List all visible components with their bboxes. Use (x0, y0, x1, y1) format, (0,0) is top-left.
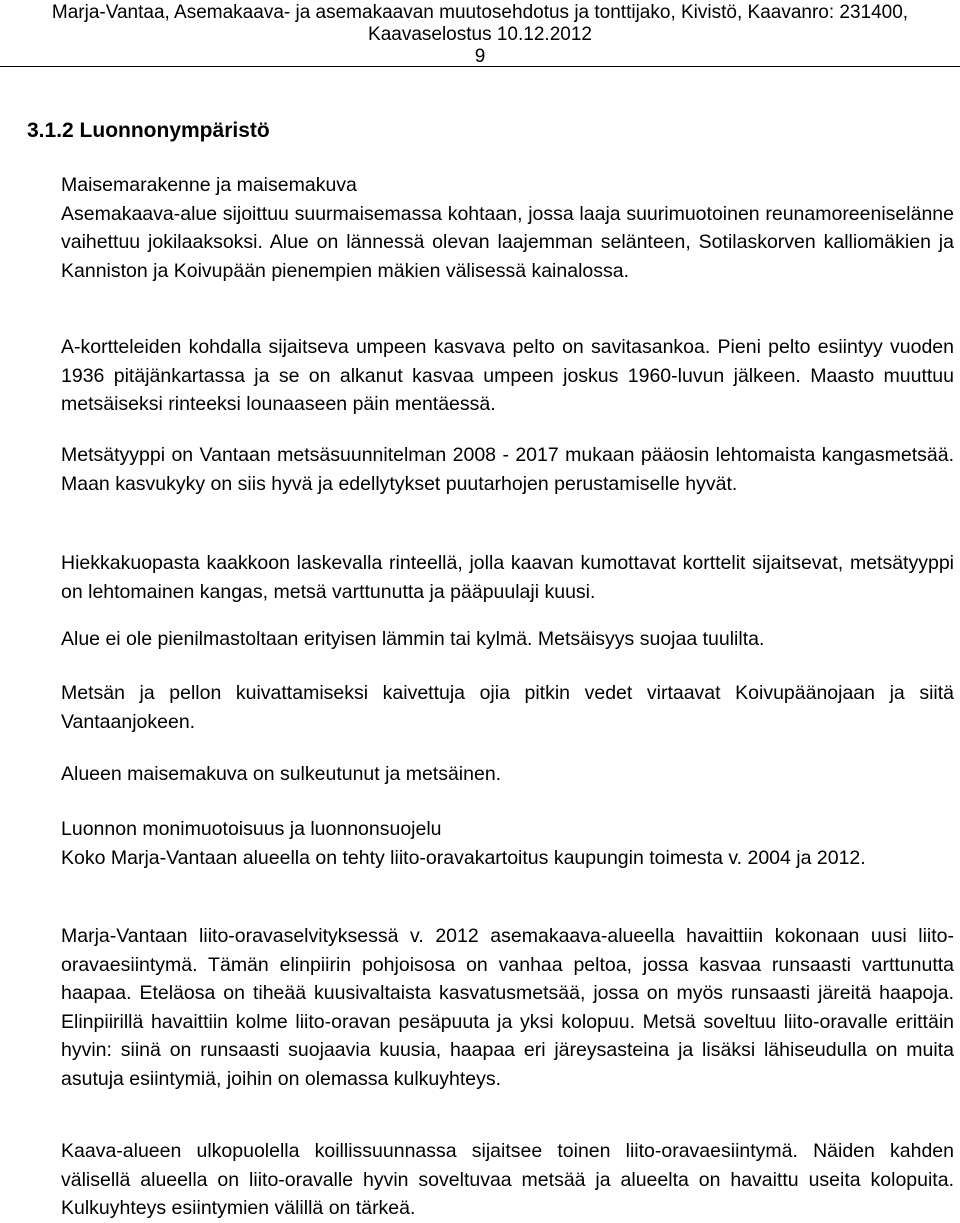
header-document-title: Marja-Vantaa, Asemakaava- ja asemakaavan muutosehdotus ja tonttijako, Kivistö, Kaavanro: 231400, (51, 2, 909, 23)
landscape-paragraph-1: Asemakaava-alue sijoittuu suurmaisemassa kohtaan, jossa laaja suurimuotoinen reunamoreeniselänne vaihettuu jokilaaksoksi. Alue on lännessä olevan laajemman selänteen, Sotilaskorven kalliomäkien ja Kanniston ja Koivupään pienempien mäkien välisessä kainalossa. (61, 202, 954, 282)
biodiversity-subheading: Luonnon monimuotoisuus ja luonnonsuojelu (61, 818, 442, 840)
biodiversity-intro-block (61, 815, 954, 872)
landscape-paragraph-5: Alue ei ole pienilmastoltaan erityisen lämmin tai kylmä. Metsäisyys suojaa tuulilta. (61, 628, 765, 650)
landscape-paragraph-2-block (61, 333, 954, 419)
landscape-paragraph-6: Metsän ja pellon kuivattamiseksi kaivettuja ojia pitkin vedet virtaavat Koivupäänojaan ja siitä Vantaanjokeen. (61, 682, 954, 733)
header-document-date: Kaavaselostus 10.12.2012 (368, 24, 592, 45)
landscape-paragraph-2: A-kortteleiden kohdalla sijaitseva umpeen kasvava pelto on savitasankoa. Pieni pelto esiintyy vuoden 1936 pitäjänkartassa ja se on alkanut kasvaa umpeen joskus 1960-luvun jälkeen. Maasto muuttuu metsäiseksi rinteeksi lounaaseen päin mentäessä. (61, 336, 954, 415)
biodiversity-paragraph-3: Kaava-alueen ulkopuolella koillissuunnassa sijaitsee toinen liito-oravaesiintymä. Näiden kahden välisellä alueella on liito-oravalle hyvin soveltuvaa metsää ja alueelta on havaittu useita kolopuita. Kulkuyhteys esiintymien välillä on tärkeä. (61, 1140, 954, 1219)
section-heading: 3.1.2 Luonnonympäristö (27, 119, 270, 142)
landscape-paragraph-7: Alueen maisemakuva on sulkeutunut ja metsäinen. (61, 763, 502, 785)
biodiversity-paragraph-1: Koko Marja-Vantaan alueella on tehty liito-oravakartoitus kaupungin toimesta v. 2004 ja 2012. (61, 846, 866, 869)
landscape-intro-block (61, 171, 954, 285)
landscape-paragraph-5-block (61, 625, 954, 654)
landscape-paragraph-3: Metsätyyppi on Vantaan metsäsuunnitelman 2008 - 2017 mukaan pääosin lehtomaista kangasmetsää. Maan kasvukyky on siis hyvä ja edellytykset puutarhojen perustamiselle hyvät. (61, 444, 954, 495)
biodiversity-paragraph-2: Marja-Vantaan liito-oravaselvityksessä v. 2012 asemakaava-alueella havaittiin kokonaan uusi liito-oravaesiintymä. Tämän elinpiirin pohjoisosa on vanhaa peltoa, jossa kasvaa runsaasti varttunutta haapaa. Eteläosa on tiheää kuusivaltaista kasvatusmetsää, jossa on myös runsaasti järeitä haapoja. Elinpiirillä havaittiin kolme liito-oravan pesäpuuta ja yksi kolopuu. Metsä soveltuu liito-oravalle erittäin hyvin: siinä on runsaasti suojaavia kuusia, haapaa eri järeysasteina ja lisäksi lähiseudulla on muita asutuja esiintymiä, joihin on olemassa kulkuyhteys. (61, 925, 954, 1090)
biodiversity-paragraph-2-block (61, 922, 954, 1093)
biodiversity-paragraph-3-block (61, 1137, 954, 1223)
landscape-paragraph-4-block (61, 549, 954, 606)
landscape-subheading: Maisemarakenne ja maisemakuva (61, 174, 357, 196)
landscape-paragraph-7-block (61, 760, 954, 789)
landscape-paragraph-6-block (61, 679, 954, 736)
landscape-paragraph-3-block (61, 441, 954, 498)
landscape-paragraph-4: Hiekkakuopasta kaakkoon laskevalla rinteellä, jolla kaavan kumottavat korttelit sijaitsevat, metsätyyppi on lehtomainen kangas, metsä varttunutta ja pääpuulaji kuusi. (61, 552, 954, 603)
page-number: 9 (474, 46, 486, 67)
